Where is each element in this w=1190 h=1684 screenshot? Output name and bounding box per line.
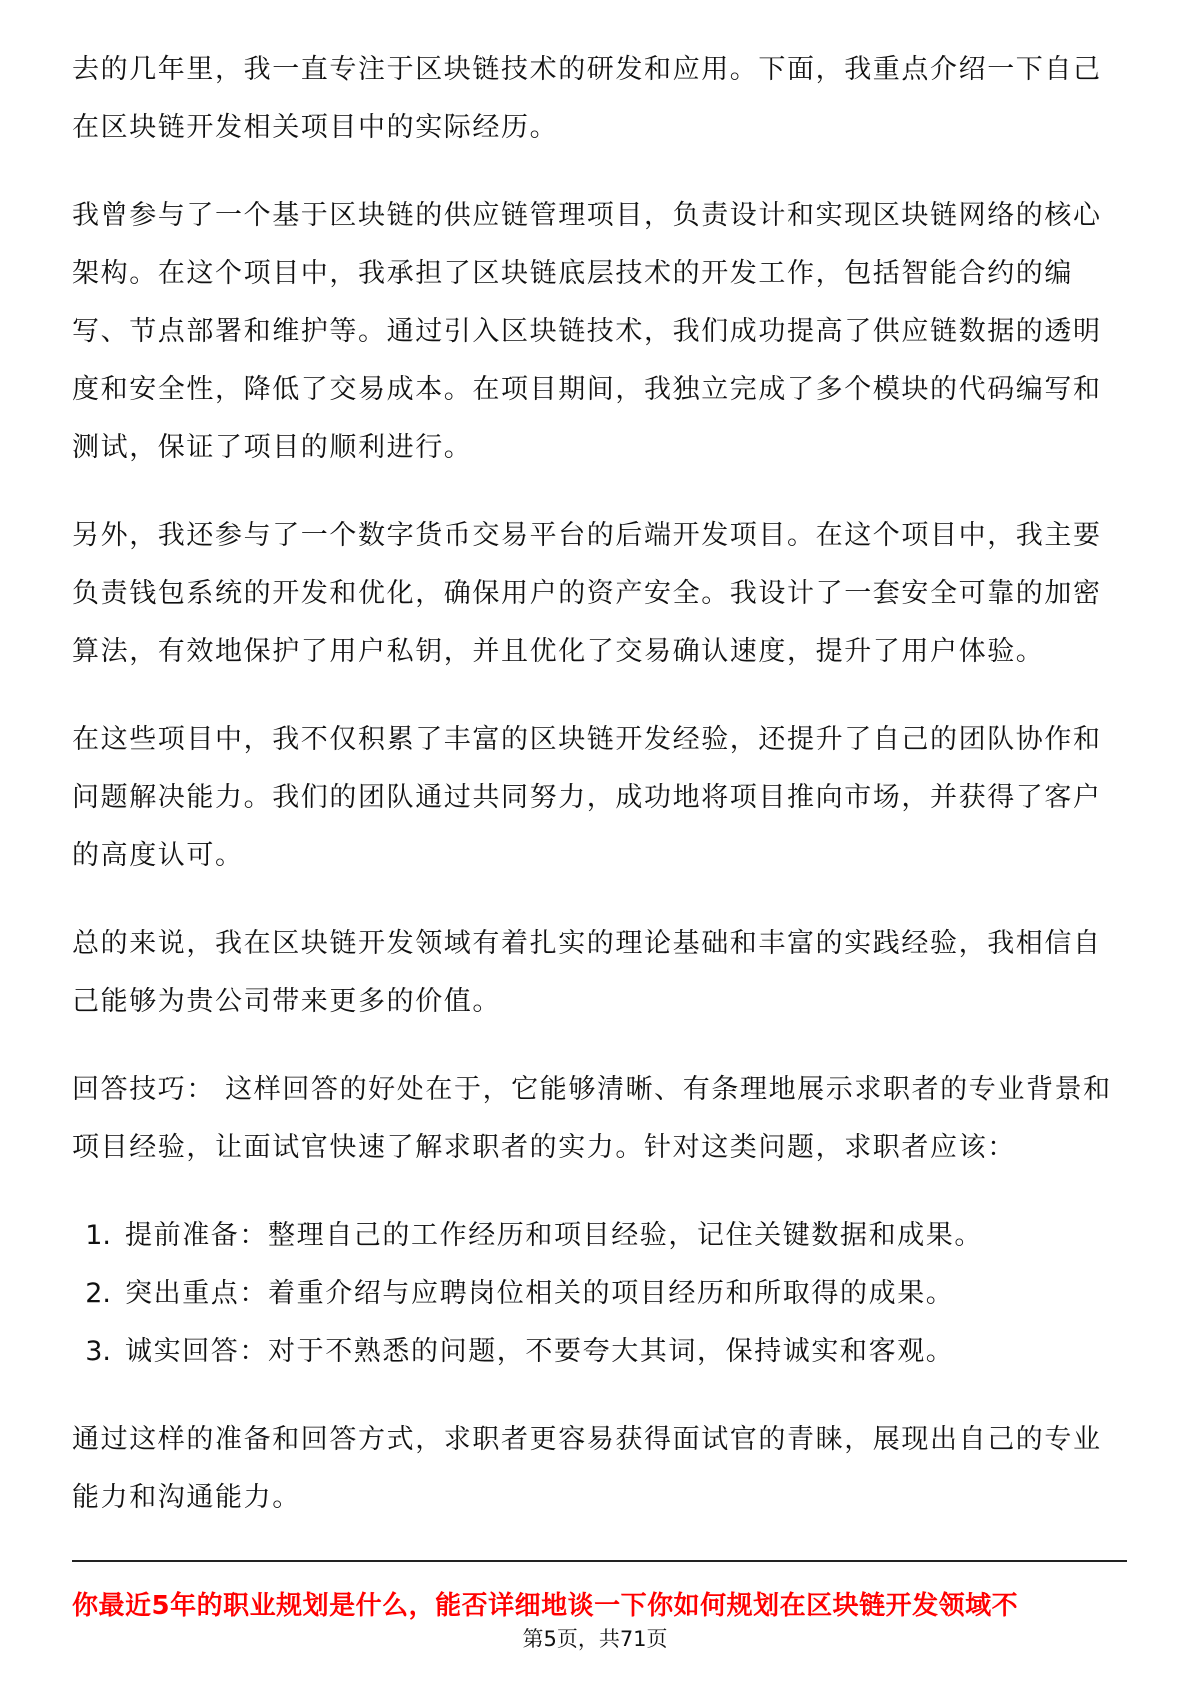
page-footer: 第5页，共71页 bbox=[522, 1627, 668, 1651]
text-line: 测试，保证了项目的顺利进行。 bbox=[72, 432, 473, 463]
text-line: 通过这样的准备和回答方式，求职者更容易获得面试官的青睐，展现出自己的专业 bbox=[72, 1424, 1102, 1455]
list-item bbox=[72, 1207, 1152, 1265]
text-line: 去的几年里，我一直专注于区块链技术的研发和应用。下面，我重点介绍一下自己 bbox=[72, 54, 1102, 85]
paragraph-supply-chain bbox=[72, 187, 1152, 477]
paragraph-answer-tips bbox=[72, 1061, 1152, 1177]
list-number: 2. bbox=[85, 1278, 111, 1309]
list-number: 1. bbox=[85, 1220, 111, 1251]
tips-list bbox=[72, 1207, 1152, 1381]
paragraph-experience bbox=[72, 711, 1152, 885]
paragraph-closing bbox=[72, 1411, 1152, 1527]
document-body bbox=[72, 41, 1152, 1557]
list-text: 突出重点：着重介绍与应聘岗位相关的项目经历和所取得的成果。 bbox=[125, 1278, 955, 1309]
text-line: 度和安全性，降低了交易成本。在项目期间，我独立完成了多个模块的代码编写和 bbox=[72, 374, 1102, 405]
paragraph-summary bbox=[72, 915, 1152, 1031]
list-item bbox=[72, 1323, 1152, 1381]
list-text: 诚实回答：对于不熟悉的问题，不要夸大其词，保持诚实和客观。 bbox=[125, 1336, 955, 1367]
text-line: 算法，有效地保护了用户私钥，并且优化了交易确认速度，提升了用户体验。 bbox=[72, 636, 1045, 667]
text-line: 己能够为贵公司带来更多的价值。 bbox=[72, 986, 501, 1017]
list-item bbox=[72, 1265, 1152, 1323]
text-line: 在区块链开发相关项目中的实际经历。 bbox=[72, 112, 559, 143]
text-line: 项目经验，让面试官快速了解求职者的实力。针对这类问题，求职者应该： bbox=[72, 1132, 1016, 1163]
list-text: 提前准备：整理自己的工作经历和项目经验，记住关键数据和成果。 bbox=[125, 1220, 983, 1251]
text-line: 我曾参与了一个基于区块链的供应链管理项目，负责设计和实现区块链网络的核心 bbox=[72, 200, 1102, 231]
text-line: 回答技巧： 这样回答的好处在于，它能够清晰、有条理地展示求职者的专业背景和 bbox=[72, 1074, 1112, 1105]
text-line: 架构。在这个项目中，我承担了区块链底层技术的开发工作，包括智能合约的编 bbox=[72, 258, 1073, 289]
paragraph-intro bbox=[72, 41, 1152, 157]
text-line: 问题解决能力。我们的团队通过共同努力，成功地将项目推向市场，并获得了客户 bbox=[72, 782, 1102, 813]
text-line: 另外，我还参与了一个数字货币交易平台的后端开发项目。在这个项目中，我主要 bbox=[72, 520, 1102, 551]
text-line: 写、节点部署和维护等。通过引入区块链技术，我们成功提高了供应链数据的透明 bbox=[72, 316, 1102, 347]
list-number: 3. bbox=[85, 1336, 111, 1367]
paragraph-crypto-exchange bbox=[72, 507, 1152, 681]
section-divider bbox=[72, 1560, 1127, 1562]
text-line: 能力和沟通能力。 bbox=[72, 1482, 301, 1513]
text-line: 总的来说，我在区块链开发领域有着扎实的理论基础和丰富的实践经验，我相信自 bbox=[72, 928, 1102, 959]
text-line: 的高度认可。 bbox=[72, 840, 244, 871]
text-line: 负责钱包系统的开发和优化，确保用户的资产安全。我设计了一套安全可靠的加密 bbox=[72, 578, 1102, 609]
text-line: 在这些项目中，我不仅积累了丰富的区块链开发经验，还提升了自己的团队协作和 bbox=[72, 724, 1102, 755]
next-question-heading: 你最近5年的职业规划是什么，能否详细地谈一下你如何规划在区块链开发领域不 bbox=[72, 1591, 1019, 1621]
